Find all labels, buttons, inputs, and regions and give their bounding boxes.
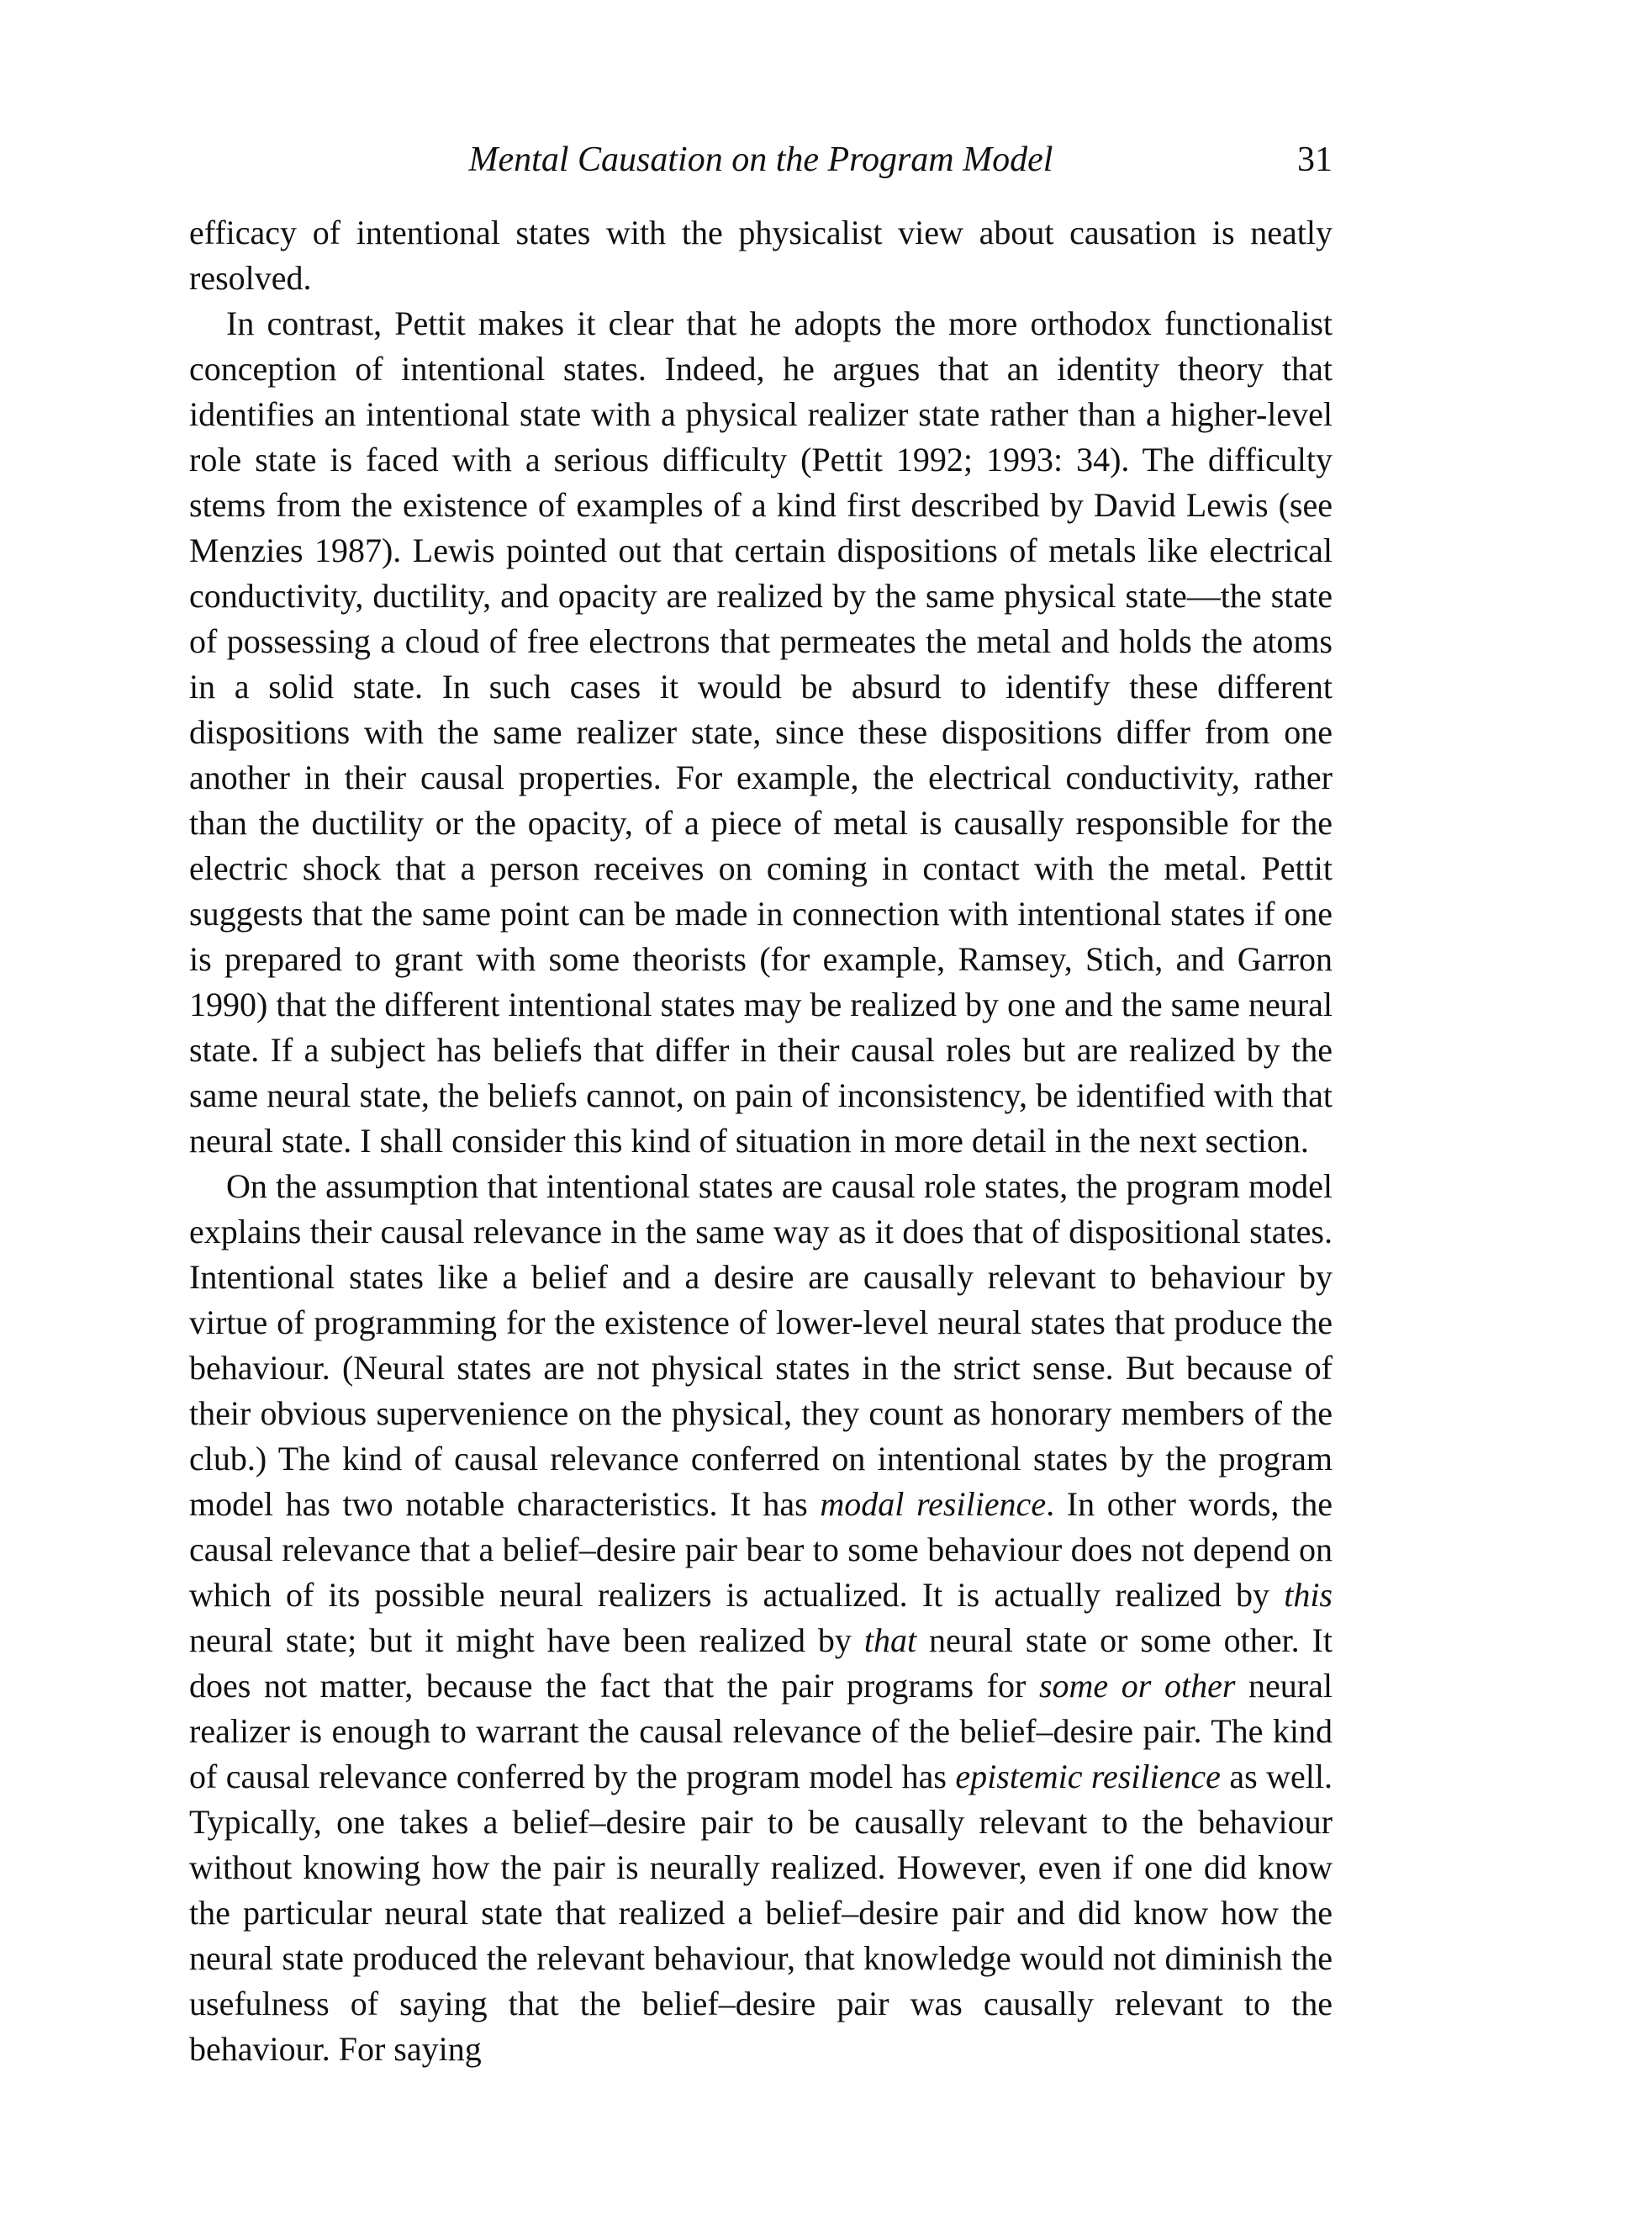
italic-phrase-some-or-other: some or other — [1038, 1667, 1236, 1705]
text-span: efficacy of intentional states with the physicalist view about causation is neatly resolved. — [189, 214, 1333, 297]
text-span: neural state or some other. It does not matter, because the fact that the pair programs for — [189, 1621, 1333, 1705]
paragraph-continuation — [189, 210, 1333, 301]
body-text — [189, 210, 1333, 2072]
text-span: On the assumption that intentional states are causal role states, the program model explains their causal relevance in the same way as it does that of dispositional states. Intentional states like a belief and a desire are causally relevant to behaviour by virtue of programming for the existence of lower-level neural states that produce the behaviour. (Neural states are not physical states in the strict sense. But because of their obvious supervenience on the physical, they count as honorary members of the club.) The kind of causal relevance conferred on intentional states by the program model has two notable characteristics. It has — [189, 1167, 1333, 1523]
running-head — [189, 135, 1333, 185]
italic-term-modal-resilience: modal resilience — [820, 1485, 1047, 1523]
paragraph-pettit-functionalism — [189, 301, 1333, 1164]
text-span: neural state; but it might have been realized by — [189, 1621, 864, 1659]
paragraph-program-model — [189, 1164, 1333, 2072]
italic-word-this: this — [1284, 1576, 1333, 1614]
running-title: Mental Causation on the Program Model — [468, 140, 1053, 179]
text-span: neural realizer is enough to warrant the causal relevance of the belief–desire pair. The kind of causal relevance conferred by the program model has — [189, 1667, 1333, 1795]
text-span: . In other words, the causal relevance that a belief–desire pair bear to some behaviour does not depend on which of its possible neural realizers is actualized. It is actually realized by — [189, 1485, 1333, 1614]
italic-term-epistemic-resilience: epistemic resilience — [955, 1758, 1221, 1795]
text-span: as well. Typically, one takes a belief–desire pair to be causally relevant to the behaviour without knowing how the pair is neurally realized. However, even if one did know the particular neural state that realized a belief–desire pair and did know how the neural state produced the relevant behaviour, that knowledge would not diminish the usefulness of saying that the belief–desire pair was causally relevant to the behaviour. For saying — [189, 1758, 1333, 2068]
italic-word-that: that — [863, 1621, 917, 1659]
page-number: 31 — [1297, 140, 1333, 179]
text-span: In contrast, Pettit makes it clear that he adopts the more orthodox functionalist conception of intentional states. Indeed, he argues that an identity theory that identifies an intentional state with a physical realizer state rather than a higher-level role state is faced with a serious difficulty (Pettit 1992; 1993: 34). The difficulty stems from the existence of examples of a kind first described by David Lewis (see Menzies 1987). Lewis pointed out that certain dispositions of metals like electrical conductivity, ductility, and opacity are realized by the same physical state—the state of possessing a cloud of free electrons that permeates the metal and holds the atoms in a solid state. In such cases it would be absurd to identify these different dispositions with the same realizer state, since these dispositions differ from one another in their causal properties. For example, the electrical conductivity, rather than the ductility or the opacity, of a piece of metal is causally responsible for the electric shock that a person receives on coming in contact with the metal. Pettit suggests that the same point can be made in connection with intentional states if one is prepared to grant with some theorists (for example, Ramsey, Stich, and Garron 1990) that the different intentional states may be realized by one and the same neural state. If a subject has beliefs that differ in their causal roles but are realized by the same neural state, the beliefs cannot, on pain of inconsistency, be identified with that neural state. I shall consider this kind of situation in more detail in the next section. — [189, 304, 1333, 1160]
